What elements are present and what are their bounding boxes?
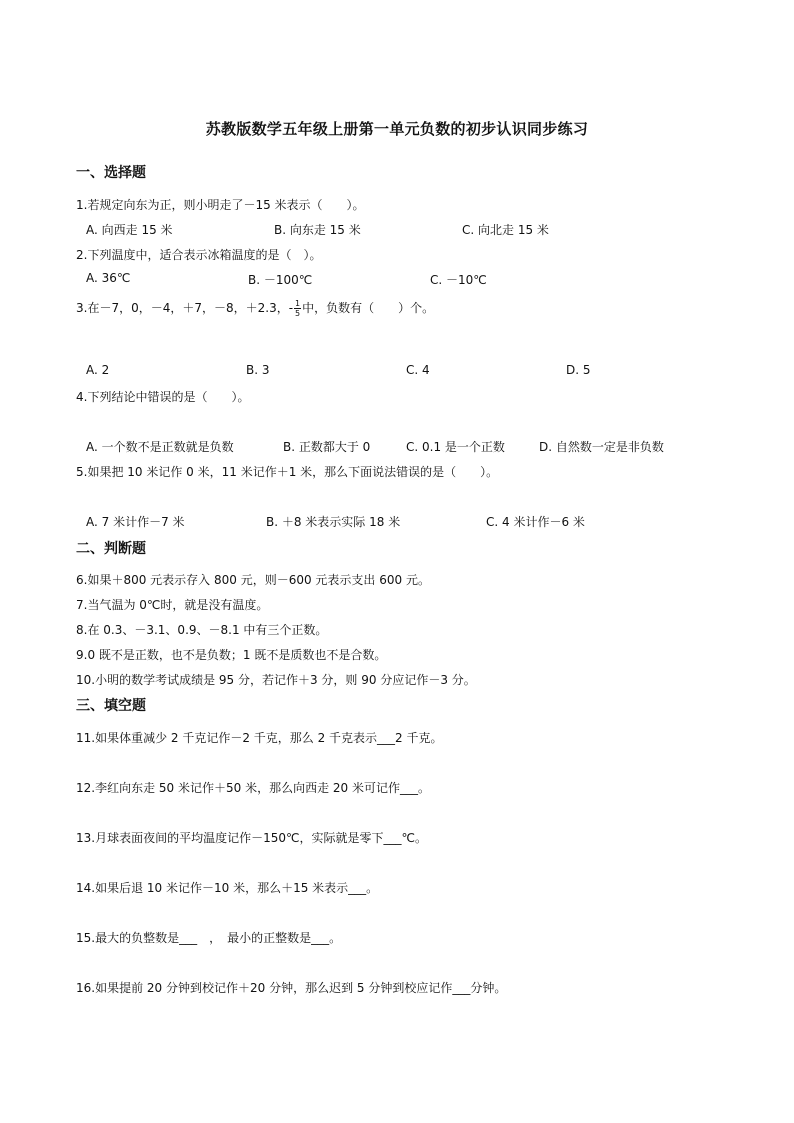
section-heading-choice: 一、选择题 [76, 165, 146, 181]
question-13: 13.月球表面夜间的平均温度记作－150℃，实际就是零下___℃。 [76, 831, 427, 845]
question-4-option-b: B. 正数都大于 0 [283, 440, 371, 454]
fraction-one-fifth [294, 299, 301, 318]
question-2: 2.下列温度中，适合表示冰箱温度的是（ ）。 [76, 248, 322, 262]
fraction-denominator: 5 [295, 309, 301, 318]
question-15: 15.最大的负整数是___ ， 最小的正整数是___。 [76, 931, 342, 945]
page-title: 苏教版数学五年级上册第一单元负数的初步认识同步练习 [205, 120, 589, 138]
question-3-option-d: D. 5 [566, 363, 591, 377]
question-2-option-b: B. －100℃ [248, 273, 313, 287]
question-9: 9.0 既不是正数，也不是负数；1 既不是质数也不是合数。 [76, 648, 387, 662]
question-8: 8.在 0.3、－3.1、0.9、－8.1 中有三个正数。 [76, 623, 328, 637]
fraction-numerator: 1 [295, 299, 301, 308]
question-4-option-d: D. 自然数一定是非负数 [539, 440, 664, 454]
question-6: 6.如果＋800 元表示存入 800 元，则－600 元表示支出 600 元。 [76, 573, 430, 587]
question-2-option-c: C. －10℃ [430, 273, 487, 287]
section-heading-fill-blank: 三、填空题 [76, 698, 146, 714]
question-5-option-c: C. 4 米计作－6 米 [486, 515, 585, 529]
question-2-option-a: A. 36℃ [86, 271, 131, 285]
question-12: 12.李红向东走 50 米记作＋50 米，那么向西走 20 米可记作___。 [76, 781, 430, 795]
question-11: 11.如果体重减少 2 千克记作－2 千克，那么 2 千克表示___2 千克。 [76, 731, 443, 745]
question-10: 10.小明的数学考试成绩是 95 分，若记作＋3 分，则 90 分应记作－3 分。 [76, 673, 476, 687]
section-heading-judgement: 二、判断题 [76, 541, 146, 557]
question-3-option-c: C. 4 [406, 363, 430, 377]
question-4: 4.下列结论中错误的是（ ）。 [76, 390, 250, 404]
question-1: 1.若规定向东为正，则小明走了－15 米表示（ ）。 [76, 198, 365, 212]
question-3-option-a: A. 2 [86, 363, 110, 377]
question-1-option-c: C. 向北走 15 米 [462, 223, 549, 237]
question-5: 5.如果把 10 米记作 0 米，11 米记作＋1 米，那么下面说法错误的是（ ）。 [76, 465, 499, 479]
question-4-option-c: C. 0.1 是一个正数 [406, 440, 505, 454]
question-5-option-b: B. ＋8 米表示实际 18 米 [266, 515, 401, 529]
question-7: 7.当气温为 0℃时，就是没有温度。 [76, 598, 269, 612]
question-1-option-a: A. 向西走 15 米 [86, 223, 173, 237]
question-14: 14.如果后退 10 米记作－10 米，那么＋15 米表示___。 [76, 881, 379, 895]
question-4-option-a: A. 一个数不是正数就是负数 [86, 440, 234, 454]
question-5-option-a: A. 7 米计作－7 米 [86, 515, 185, 529]
question-3-option-b: B. 3 [246, 363, 270, 377]
question-3-text-before: 3.在－7，0，－4，＋7，－8，＋2.3，- [76, 301, 294, 315]
question-3 [76, 299, 434, 318]
question-1-option-b: B. 向东走 15 米 [274, 223, 361, 237]
question-3-text-after: 中，负数有（ ）个。 [302, 301, 435, 315]
question-16: 16.如果提前 20 分钟到校记作＋20 分钟，那么迟到 5 分钟到校应记作___分钟。 [76, 981, 507, 995]
